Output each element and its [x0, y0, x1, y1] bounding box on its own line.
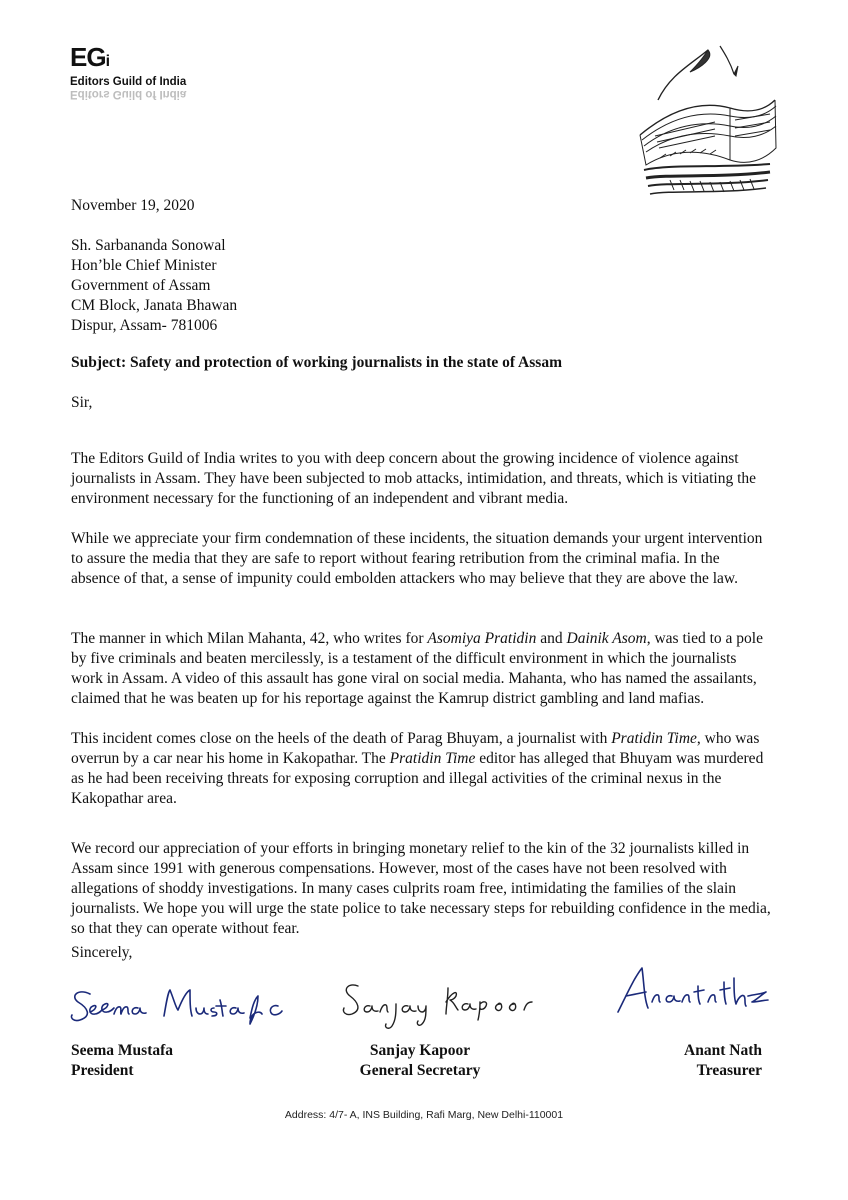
signature-anant-nath [612, 962, 772, 1022]
paragraph-5: We record our appreciation of your efforts in bringing monetary relief to the kin of the 32 journalists killed in Assam since 1991 with generous compensations. However, most of the cases have not been resolved with allegations of shoddy investigations. In many cases culprits roam free, intimidating the families of the slain journalists. We hope you will urge the state police to take necessary steps for rebuilding confidence in the media, so that they can operate without fear. [71, 839, 771, 937]
paragraph-2: While we appreciate your firm condemnation of these incidents, the situation demands your urgent intervention to assure the media that they are safe to report without fearing retribution from the criminal mafia. In the absence of that, a sense of impunity could embolden attackers who may believe that they are above the law. [71, 529, 763, 587]
signatory-name: Anant Nath [684, 1042, 762, 1059]
recipient-line: Government of Assam [71, 277, 211, 294]
signatory-president [71, 1041, 173, 1081]
signatory-name: Seema Mustafa [71, 1042, 174, 1059]
editors-guild-logo [70, 44, 186, 100]
signatory-title: President [71, 1062, 134, 1079]
signatory-general-secretary [330, 1041, 510, 1081]
signatory-name: Sanjay Kapoor [369, 1042, 471, 1059]
book-quill-illustration-icon [630, 40, 780, 210]
signatory-title: General Secretary [359, 1062, 481, 1079]
signatory-treasurer [600, 1041, 762, 1081]
recipient-address [71, 236, 771, 336]
recipient-line: CM Block, Janata Bhawan [71, 297, 238, 314]
salutation: Sir, [71, 394, 93, 411]
publication-name: Pratidin Time [611, 729, 697, 747]
paragraph-3: The manner in which Milan Mahanta, 42, who writes for Asomiya Pratidin and Dainik Asom, was tied to a pole by five criminals and beaten mercilessly, is a testament of the difficult environment in which the journalists work in Assam. A video of this assault has gone viral on social media. Mahanta, who has named the assailants, claimed that he was beaten up for his reportage against the Kamrup district gambling and land mafias. [71, 629, 763, 707]
logo-mark: EGi [70, 42, 111, 72]
signature-sanjay-kapoor [340, 972, 540, 1032]
closing: Sincerely, [71, 944, 133, 961]
logo-org-name: Editors Guild of India [70, 76, 187, 88]
footer-address: Address: 4/7- A, INS Building, Rafi Marg, New Delhi-110001 [284, 1109, 564, 1121]
publication-name: Pratidin Time [389, 749, 476, 767]
recipient-line: Hon’ble Chief Minister [71, 257, 217, 274]
logo-org-name-reflection: Editors Guild of India [70, 88, 187, 100]
recipient-line: Dispur, Assam- 781006 [71, 317, 218, 334]
signatory-title: Treasurer [696, 1062, 762, 1079]
paragraph-1: The Editors Guild of India writes to you with deep concern about the growing incidence of violence against journalists in Assam. They have been subjected to mob attacks, intimidation, and threats, which is vitiating the environment necessary for the functioning of an independent and vibrant media. [71, 449, 757, 507]
letter-subject: Subject: Safety and protection of working journalists in the state of Assam [71, 354, 562, 371]
paragraph-4: This incident comes close on the heels of the death of Parag Bhuyam, a journalist with Pratidin Time, who was overrun by a car near his home in Kakopathar. The Pratidin Time editor has alleged that Bhuyam was murdered as he had been receiving threats for exposing corruption and illegal activities of the criminal nexus in the Kakopathar area. [71, 729, 764, 807]
publication-name: Asomiya Pratidin [427, 629, 537, 647]
recipient-line: Sh. Sarbananda Sonowal [71, 237, 226, 254]
publication-name: Dainik Asom [566, 629, 647, 647]
signature-seema-mustafa [68, 980, 298, 1030]
letter-date: November 19, 2020 [71, 197, 195, 214]
